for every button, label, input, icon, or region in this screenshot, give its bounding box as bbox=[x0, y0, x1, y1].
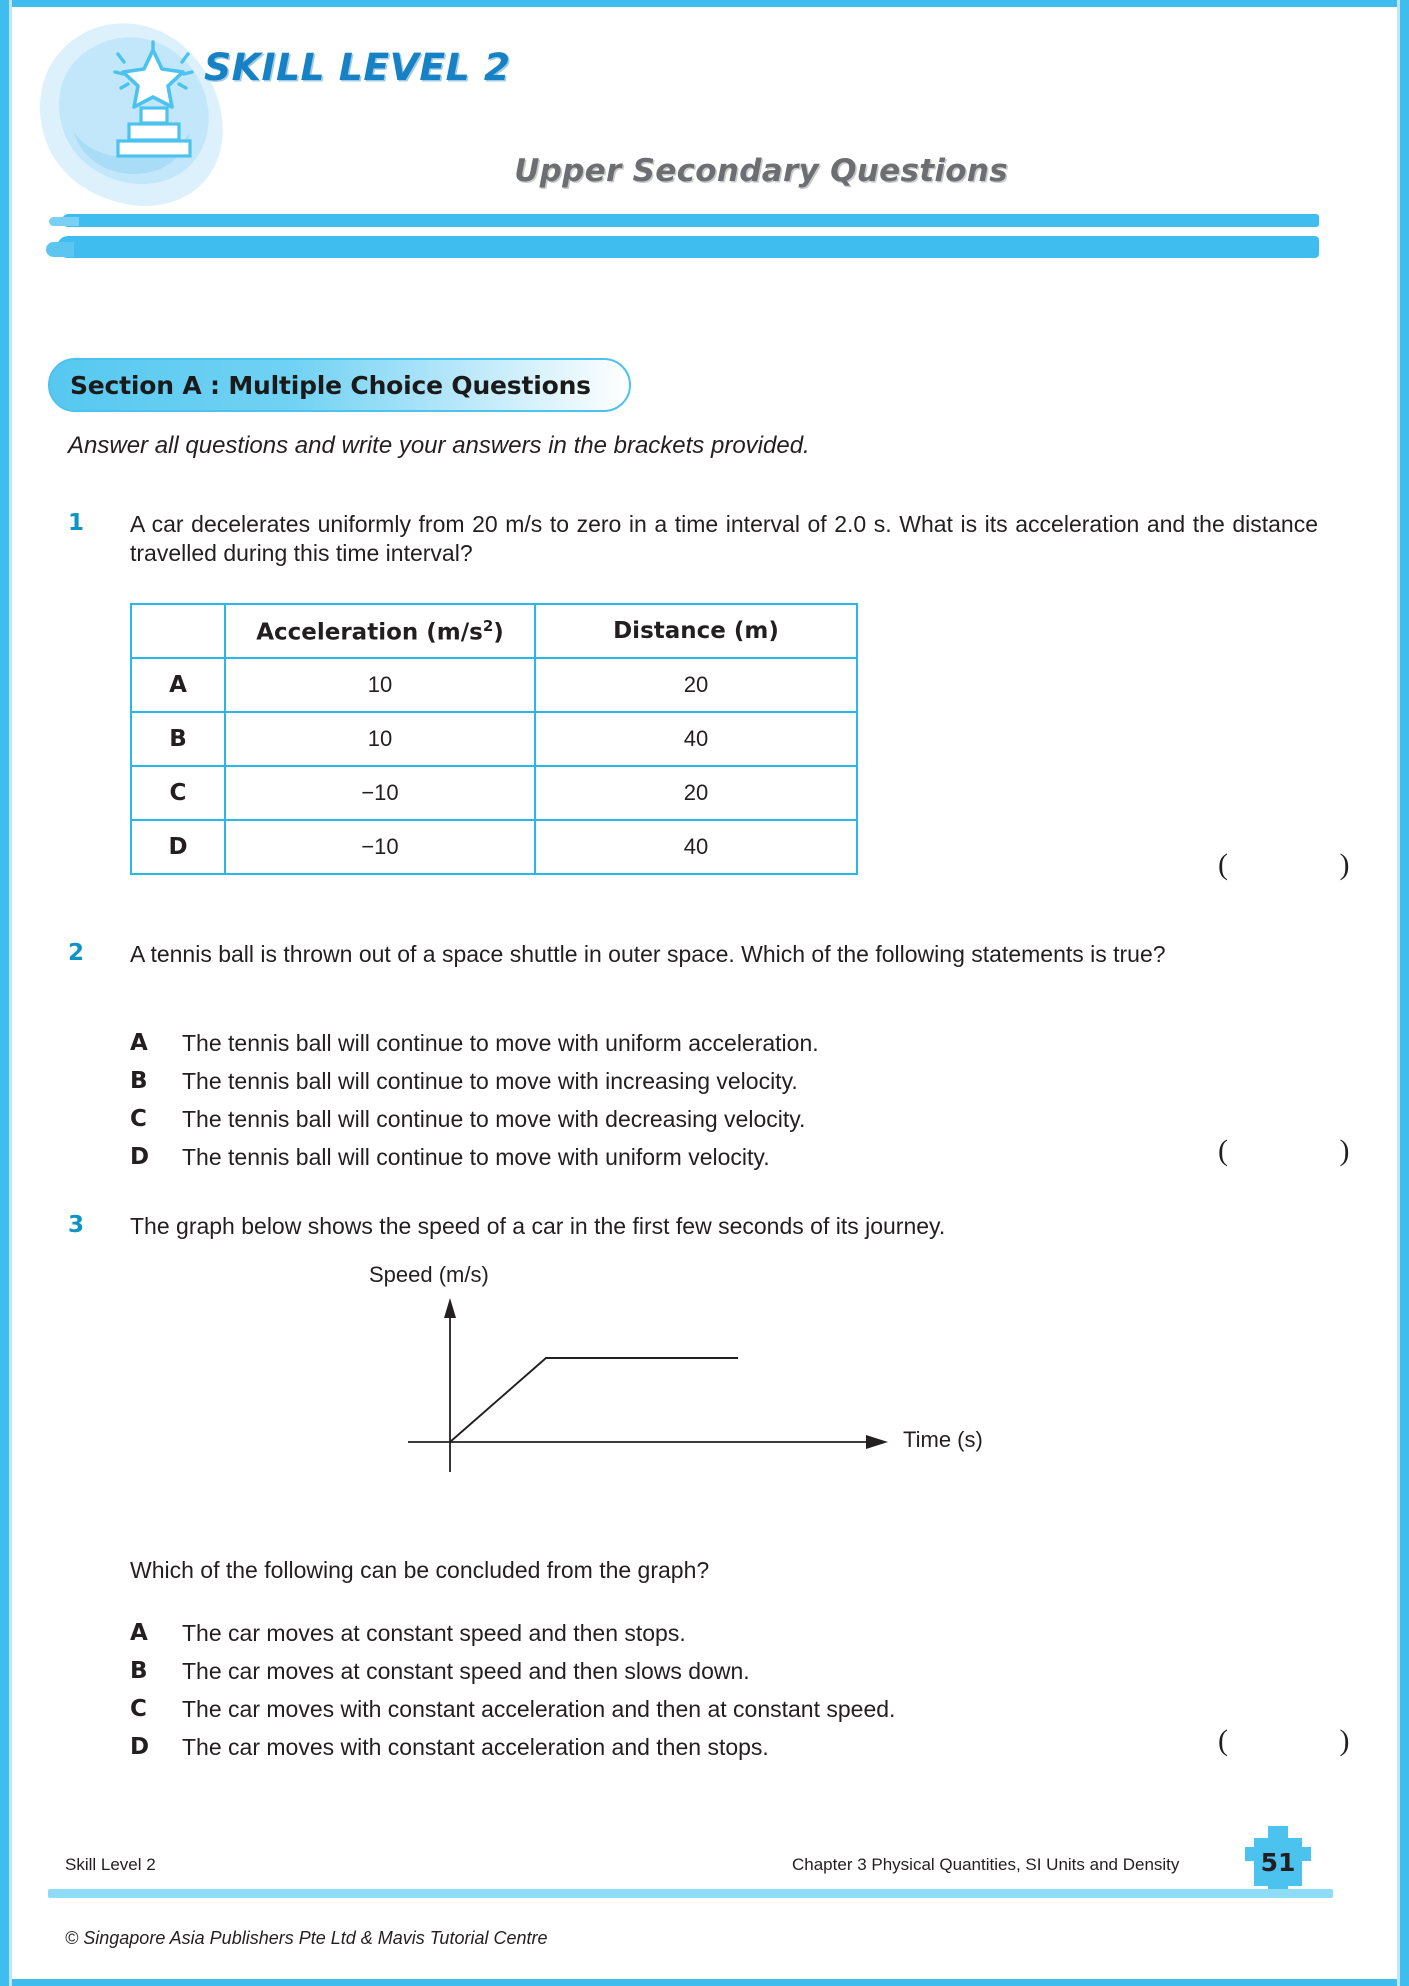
option-3c-text: The car moves with constant acceleration and then at constant speed. bbox=[182, 1696, 896, 1722]
question-2-number: 2 bbox=[68, 940, 85, 966]
row-label-a: A bbox=[131, 658, 225, 712]
row-a-distance: 20 bbox=[535, 658, 857, 712]
option-3b-letter: B bbox=[130, 1658, 148, 1684]
question-3-followup: Which of the following can be concluded from the graph? bbox=[130, 1557, 710, 1583]
table-row bbox=[131, 820, 857, 874]
page-number-badge: 51 bbox=[1254, 1838, 1302, 1886]
row-b-distance: 40 bbox=[535, 712, 857, 766]
row-label-b: B bbox=[131, 712, 225, 766]
row-label-c: C bbox=[131, 766, 225, 820]
question-1-answer-bracket[interactable]: ( ) bbox=[1218, 848, 1402, 881]
row-c-distance: 20 bbox=[535, 766, 857, 820]
option-row[interactable] bbox=[130, 1068, 819, 1104]
option-2a-letter: A bbox=[130, 1030, 148, 1056]
page-border-left bbox=[0, 0, 9, 1986]
acceleration-header-text: Acceleration (m/s bbox=[256, 619, 483, 646]
option-3c-letter: C bbox=[130, 1696, 147, 1722]
banner-stripe-top bbox=[62, 214, 1319, 227]
question-3-text: The graph below shows the speed of a car in the first few seconds of its journey. bbox=[130, 1213, 946, 1239]
footer-chapter-label: Chapter 3 Physical Quantities, SI Units and Density bbox=[792, 1855, 1180, 1874]
option-3d-letter: D bbox=[130, 1734, 150, 1760]
copyright-text: © Singapore Asia Publishers Pte Ltd & Mavis Tutorial Centre bbox=[65, 1928, 548, 1948]
page-badge-tab-top bbox=[1268, 1826, 1288, 1838]
acceleration-header-close: ) bbox=[493, 619, 504, 646]
question-2-text: A tennis ball is thrown out of a space shuttle in outer space. Which of the following statements is true? bbox=[130, 941, 1166, 967]
question-3-options bbox=[130, 1620, 895, 1772]
graph-svg bbox=[360, 1262, 1000, 1497]
option-row[interactable] bbox=[130, 1030, 819, 1066]
option-row[interactable] bbox=[130, 1106, 819, 1142]
option-row[interactable] bbox=[130, 1620, 895, 1656]
table-header-blank bbox=[131, 604, 225, 658]
option-row[interactable] bbox=[130, 1144, 819, 1180]
table-header-acceleration bbox=[225, 604, 535, 658]
row-b-acceleration: 10 bbox=[225, 712, 535, 766]
page-border-bottom bbox=[0, 1979, 1409, 1986]
option-2d-letter: D bbox=[130, 1144, 150, 1170]
option-2b-text: The tennis ball will continue to move with increasing velocity. bbox=[182, 1068, 798, 1094]
option-row[interactable] bbox=[130, 1658, 895, 1694]
table-row bbox=[131, 712, 857, 766]
page-border-left-inner bbox=[9, 0, 12, 1986]
table-header-row bbox=[131, 604, 857, 658]
option-3d-text: The car moves with constant acceleration and then stops. bbox=[182, 1734, 769, 1760]
section-a-label: Section A : Multiple Choice Questions bbox=[70, 370, 591, 400]
table-row bbox=[131, 658, 857, 712]
question-3-answer-bracket[interactable]: ( ) bbox=[1218, 1724, 1402, 1757]
row-a-acceleration: 10 bbox=[225, 658, 535, 712]
row-d-acceleration: −10 bbox=[225, 820, 535, 874]
option-3a-letter: A bbox=[130, 1620, 148, 1646]
page-border-top bbox=[0, 0, 1409, 7]
question-2-options bbox=[130, 1030, 819, 1182]
question-3-number: 3 bbox=[68, 1212, 85, 1238]
speed-time-graph bbox=[360, 1262, 1000, 1497]
table-header-distance: Distance (m) bbox=[535, 604, 857, 658]
option-2c-text: The tennis ball will continue to move with decreasing velocity. bbox=[182, 1106, 806, 1132]
question-1-text: A car decelerates uniformly from 20 m/s to zero in a time interval of 2.0 s. What is its acceleration and the distance travelled during this time interval? bbox=[130, 511, 1318, 567]
trophy-star-podium-icon bbox=[108, 38, 200, 158]
question-2-answer-bracket[interactable]: ( ) bbox=[1218, 1134, 1402, 1167]
option-3b-text: The car moves at constant speed and then slows down. bbox=[182, 1658, 750, 1684]
footer-divider-line bbox=[48, 1889, 1333, 1898]
table-row bbox=[131, 766, 857, 820]
option-3a-text: The car moves at constant speed and then stops. bbox=[182, 1620, 686, 1646]
skill-level-title: SKILL LEVEL 2 bbox=[203, 46, 511, 89]
row-c-acceleration: −10 bbox=[225, 766, 535, 820]
instruction-text: Answer all questions and write your answers in the brackets provided. bbox=[68, 432, 810, 459]
row-d-distance: 40 bbox=[535, 820, 857, 874]
acceleration-header-sup: 2 bbox=[482, 616, 494, 635]
section-a-header bbox=[48, 358, 631, 412]
banner-stripe-bottom bbox=[57, 236, 1319, 258]
section-subtitle: Upper Secondary Questions bbox=[514, 153, 1008, 189]
option-2c-letter: C bbox=[130, 1106, 147, 1132]
page-border-right-inner bbox=[1397, 0, 1400, 1986]
graph-y-axis-label: Speed (m/s) bbox=[369, 1262, 489, 1287]
row-label-d: D bbox=[131, 820, 225, 874]
page-border-right bbox=[1400, 0, 1409, 1986]
graph-x-axis-label: Time (s) bbox=[903, 1427, 983, 1452]
option-2b-letter: B bbox=[130, 1068, 148, 1094]
option-2a-text: The tennis ball will continue to move with uniform acceleration. bbox=[182, 1030, 819, 1056]
question-1-number: 1 bbox=[68, 510, 85, 536]
footer-left-label: Skill Level 2 bbox=[65, 1855, 156, 1874]
option-row[interactable] bbox=[130, 1734, 895, 1770]
option-row[interactable] bbox=[130, 1696, 895, 1732]
question-1-table bbox=[130, 603, 858, 875]
option-2d-text: The tennis ball will continue to move with uniform velocity. bbox=[182, 1144, 770, 1170]
